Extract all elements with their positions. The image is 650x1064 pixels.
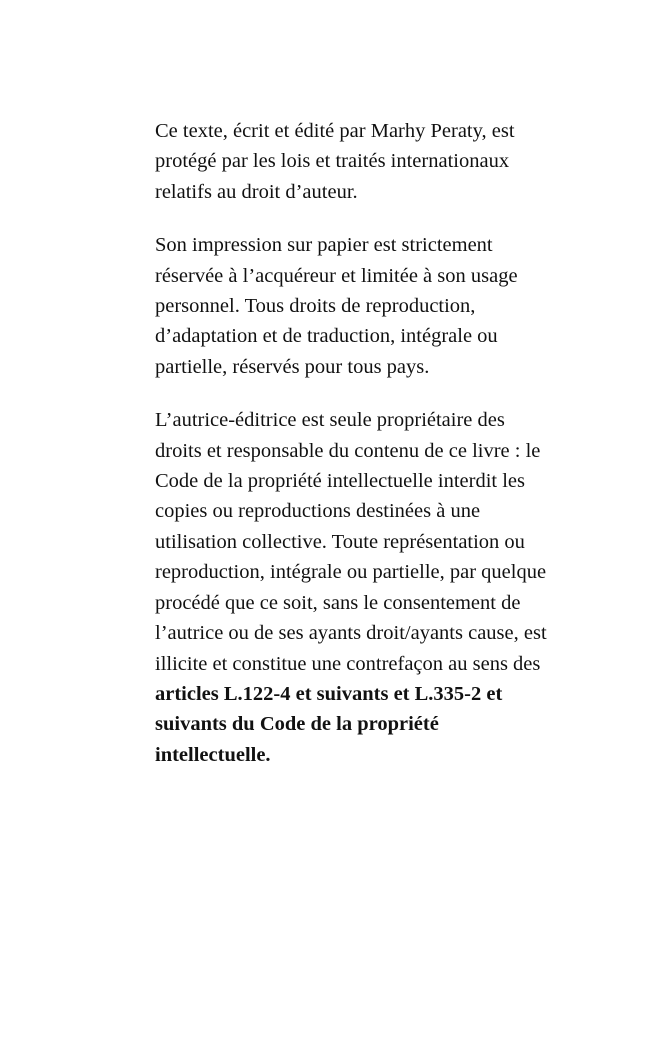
text-line: protégé par les lois et traités internationaux <box>155 150 510 173</box>
text-line: réservée à l’acquéreur et limitée à son usage <box>155 264 518 287</box>
text-line: copies ou reproductions destinées à une <box>155 500 481 523</box>
text-line: L’autrice-éditrice est seule propriétaire des <box>155 409 505 432</box>
text-line: Son impression sur papier est strictement <box>155 234 493 257</box>
text-line: droits et responsable du contenu de ce livre : le <box>155 439 541 462</box>
text-line: personnel. Tous droits de reproduction, <box>155 295 476 318</box>
legal-paragraph <box>117 405 567 770</box>
text-line: utilisation collective. Toute représentation ou <box>155 530 525 553</box>
text-line: d’adaptation et de traduction, intégrale ou <box>155 325 498 348</box>
text-line: relatifs au droit d’auteur. <box>155 180 358 203</box>
copyright-notice-page <box>117 116 567 770</box>
text-line: Code de la propriété intellectuelle interdit les <box>155 470 526 493</box>
text-line: procédé que ce soit, sans le consentement de <box>155 591 521 614</box>
text-line: reproduction, intégrale ou partielle, par quelque <box>155 561 547 584</box>
printing-rights-paragraph <box>117 230 567 382</box>
text-line: l’autrice ou de ses ayants droit/ayants cause, est <box>155 622 547 645</box>
text-line: illicite et constitue une contrefaçon au sens des <box>155 652 541 675</box>
legal-reference-line: suivants du Code de la propriété <box>155 713 439 736</box>
text-line: Ce texte, écrit et édité par Marhy Peraty, est <box>155 120 515 142</box>
legal-reference-line: intellectuelle. <box>155 743 271 766</box>
copyright-paragraph <box>117 116 567 207</box>
text-line: partielle, réservés pour tous pays. <box>155 355 430 378</box>
legal-reference-line: articles L.122-4 et suivants et L.335-2 et <box>155 682 503 705</box>
